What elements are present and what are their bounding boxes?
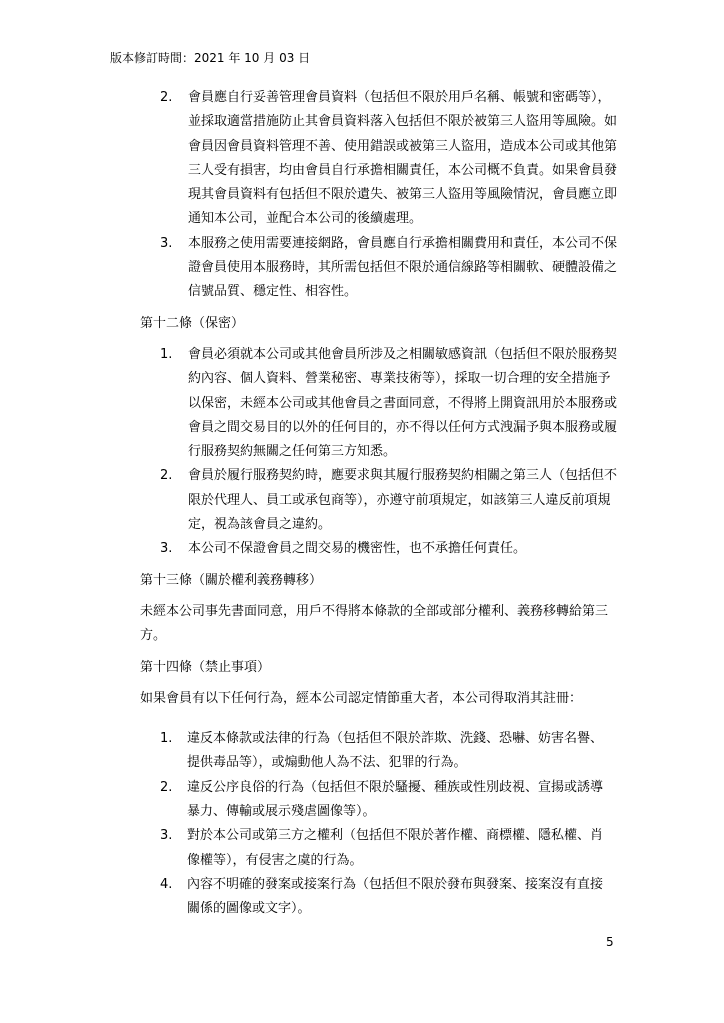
- article-12-list: [0, 343, 724, 562]
- list-item: [0, 86, 618, 232]
- article-14-intro: 如果會員有以下任何行為，經本公司認定情節重大者，本公司得取消其註冊：: [140, 690, 583, 706]
- list-item: [0, 727, 615, 776]
- item-text: 本服務之使用需要連接網路，會員應自行承擔相關費用和責任，本公司不保證會員使用本服務時，其所需包括但不限於通信線路等相關軟、硬體設備之信號品質、穩定性、相容性。: [188, 235, 618, 300]
- item-text: 違反本條款或法律的行為（包括但不限於詐欺、洗錢、恐嚇、妨害名譽、提供毒品等），或煽動他人為不法、犯罪的行為。: [187, 731, 604, 771]
- item-text: 違反公序良俗的行為（包括但不限於騷擾、種族或性別歧視、宣揚或誘導暴力、傳輸或展示殘虐圖像等）。: [187, 779, 604, 820]
- page-number: 5: [606, 935, 614, 949]
- item-number: 3.: [160, 541, 173, 557]
- item-number: 2.: [160, 90, 173, 105]
- item-number: 3.: [160, 828, 173, 844]
- item-text: 會員應自行妥善管理會員資料（包括但不限於用戶名稱、帳號和密碼等），並採取適當措施防止其會員資料落入包括但不限於被第三人盜用等風險。如會員因會員資料管理不善、使用錯誤或被第三人盜用，造成本公司或其他第三人受有損害，均由會員自行承擔相關責任，本公司概不負責。如果會員發現其會員資料有包括但不限於遺失、被第三人盜用等風險情況，會員應立即通知本公司，並配合本公司的後續處理。: [188, 90, 618, 227]
- document-body: [0, 86, 724, 922]
- article-12-heading: 第十二條（保密）: [140, 315, 245, 331]
- list-item: [0, 343, 620, 464]
- item-text: 本公司不保證會員之間交易的機密性，也不承擔任何責任。: [188, 541, 527, 557]
- item-number: 1.: [160, 346, 173, 362]
- item-text: 內容不明確的發案或接案行為（包括但不限於發布與發案、接案沒有直接關係的圖像或文字）。: [187, 876, 604, 917]
- article-14-list: [0, 727, 724, 921]
- article-13-body: 未經本公司事先書面同意，用戶不得將本條款的全部或部分權利、義務移轉給第三方。: [140, 603, 609, 644]
- article-14-heading: 第十四條（禁止事項）: [140, 659, 271, 675]
- item-number: 1.: [160, 731, 173, 747]
- article-13-heading: 第十三條（關於權利義務轉移）: [140, 572, 323, 588]
- list-item: [0, 824, 615, 873]
- list-item: [0, 873, 615, 922]
- list-item: [0, 537, 620, 561]
- item-number: 2.: [160, 779, 173, 795]
- item-text: 會員於履行服務契約時，應要求與其履行服務契約相關之第三人（包括但不限於代理人、員工或承包商等），亦遵守前項規定，如該第三人違反前項規定，視為該會員之違約。: [188, 468, 618, 533]
- revision-date-header: 版本修訂時間：2021 年 10 月 03 日: [110, 51, 311, 65]
- item-text: 會員必須就本公司或其他會員所涉及之相關敏感資訊（包括但不限於服務契約內容、個人資料、營業秘密、專業技術等），採取一切合理的安全措施予以保密，未經本公司或其他會員之書面同意，不得將上開資訊用於本服務或會員之間交易目的以外的任何目的，亦不得以任何方式洩漏予與本服務或履行服務契約無關之任何第三方知悉。: [188, 346, 618, 460]
- article-11-list: [0, 86, 724, 305]
- item-number: 3.: [160, 235, 173, 251]
- list-item: [0, 464, 620, 537]
- item-number: 4.: [160, 876, 173, 892]
- list-item: [0, 776, 615, 825]
- item-number: 2.: [160, 468, 173, 484]
- item-text: 對於本公司或第三方之權利（包括但不限於著作權、商標權、隱私權、肖像權等），有侵害之虞的行為。: [187, 828, 604, 868]
- list-item: [0, 232, 618, 305]
